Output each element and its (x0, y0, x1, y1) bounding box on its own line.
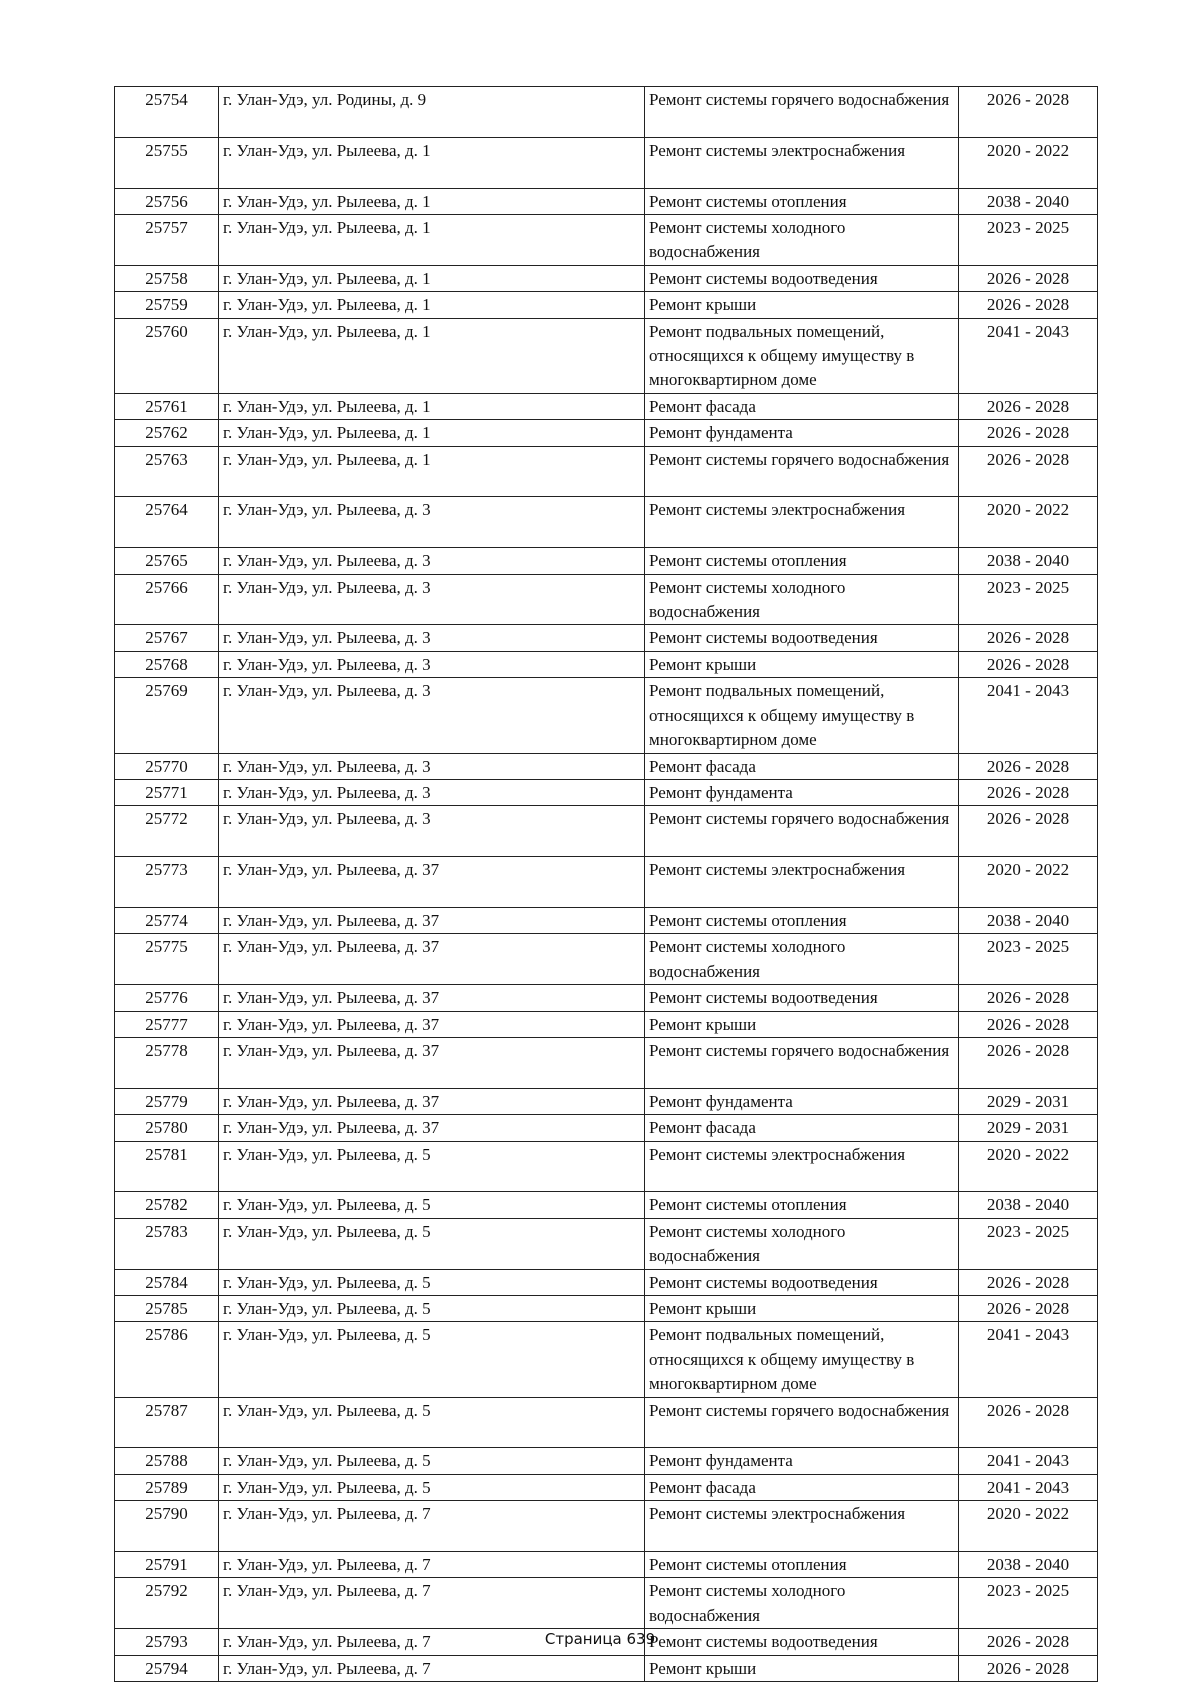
period-cell: 2026 - 2028 (959, 265, 1098, 291)
address-cell: г. Улан-Удэ, ул. Рылеева, д. 37 (219, 1037, 645, 1088)
period-cell: 2026 - 2028 (959, 1655, 1098, 1681)
period-cell: 2041 - 2043 (959, 318, 1098, 393)
work-type-cell: Ремонт крыши (645, 651, 959, 677)
period-cell: 2026 - 2028 (959, 625, 1098, 651)
work-type-cell: Ремонт системы водоотведения (645, 265, 959, 291)
table-row (115, 393, 1098, 419)
table-row (115, 548, 1098, 574)
period-cell: 2020 - 2022 (959, 857, 1098, 908)
address-cell: г. Улан-Удэ, ул. Рылеева, д. 1 (219, 420, 645, 446)
work-type-cell: Ремонт фундамента (645, 420, 959, 446)
table-row (115, 625, 1098, 651)
period-cell: 2026 - 2028 (959, 1397, 1098, 1448)
record-number-cell: 25762 (115, 420, 219, 446)
table-row (115, 1037, 1098, 1088)
period-cell: 2041 - 2043 (959, 1322, 1098, 1397)
table-row (115, 1474, 1098, 1500)
period-cell: 2038 - 2040 (959, 548, 1098, 574)
record-number-cell: 25760 (115, 318, 219, 393)
period-cell: 2026 - 2028 (959, 806, 1098, 857)
table-body (115, 87, 1098, 1682)
record-number-cell: 25780 (115, 1115, 219, 1141)
table-row (115, 1448, 1098, 1474)
table-row (115, 907, 1098, 933)
period-cell: 2041 - 2043 (959, 678, 1098, 753)
table-row (115, 1088, 1098, 1114)
table-row (115, 1115, 1098, 1141)
work-type-cell: Ремонт крыши (645, 292, 959, 318)
period-cell: 2023 - 2025 (959, 934, 1098, 985)
period-cell: 2026 - 2028 (959, 779, 1098, 805)
address-cell: г. Улан-Удэ, ул. Рылеева, д. 3 (219, 574, 645, 625)
work-type-cell: Ремонт системы горячего водоснабжения (645, 87, 959, 138)
address-cell: г. Улан-Удэ, ул. Рылеева, д. 37 (219, 1011, 645, 1037)
work-type-cell: Ремонт системы отопления (645, 907, 959, 933)
period-cell: 2026 - 2028 (959, 292, 1098, 318)
table-row (115, 1218, 1098, 1269)
work-type-cell: Ремонт системы холодного водоснабжения (645, 1578, 959, 1629)
work-type-cell: Ремонт крыши (645, 1655, 959, 1681)
work-type-cell: Ремонт фасада (645, 1474, 959, 1500)
address-cell: г. Улан-Удэ, ул. Рылеева, д. 1 (219, 292, 645, 318)
work-type-cell: Ремонт системы электроснабжения (645, 137, 959, 188)
work-type-cell: Ремонт фасада (645, 753, 959, 779)
work-type-cell: Ремонт подвальных помещений, относящихся к общему имуществу в многоквартирном доме (645, 678, 959, 753)
table-row (115, 188, 1098, 214)
work-type-cell: Ремонт системы горячего водоснабжения (645, 806, 959, 857)
table-row (115, 1295, 1098, 1321)
record-number-cell: 25794 (115, 1655, 219, 1681)
record-number-cell: 25777 (115, 1011, 219, 1037)
record-number-cell: 25754 (115, 87, 219, 138)
table-row (115, 1011, 1098, 1037)
table-row (115, 1655, 1098, 1681)
record-number-cell: 25756 (115, 188, 219, 214)
address-cell: г. Улан-Удэ, ул. Рылеева, д. 5 (219, 1322, 645, 1397)
period-cell: 2026 - 2028 (959, 1269, 1098, 1295)
work-type-cell: Ремонт фасада (645, 1115, 959, 1141)
work-type-cell: Ремонт системы электроснабжения (645, 1501, 959, 1552)
table-row (115, 497, 1098, 548)
record-number-cell: 25792 (115, 1578, 219, 1629)
address-cell: г. Улан-Удэ, ул. Рылеева, д. 3 (219, 678, 645, 753)
period-cell: 2029 - 2031 (959, 1115, 1098, 1141)
period-cell: 2026 - 2028 (959, 87, 1098, 138)
period-cell: 2026 - 2028 (959, 420, 1098, 446)
record-number-cell: 25768 (115, 651, 219, 677)
table-row (115, 292, 1098, 318)
period-cell: 2026 - 2028 (959, 1011, 1098, 1037)
address-cell: г. Улан-Удэ, ул. Рылеева, д. 1 (219, 137, 645, 188)
work-type-cell: Ремонт системы холодного водоснабжения (645, 215, 959, 266)
work-type-cell: Ремонт системы холодного водоснабжения (645, 1218, 959, 1269)
table-row (115, 651, 1098, 677)
work-type-cell: Ремонт подвальных помещений, относящихся к общему имуществу в многоквартирном доме (645, 318, 959, 393)
period-cell: 2041 - 2043 (959, 1474, 1098, 1500)
record-number-cell: 25759 (115, 292, 219, 318)
record-number-cell: 25781 (115, 1141, 219, 1192)
record-number-cell: 25761 (115, 393, 219, 419)
period-cell: 2038 - 2040 (959, 907, 1098, 933)
address-cell: г. Улан-Удэ, ул. Рылеева, д. 37 (219, 857, 645, 908)
work-type-cell: Ремонт фасада (645, 393, 959, 419)
table-row (115, 215, 1098, 266)
address-cell: г. Улан-Удэ, ул. Рылеева, д. 1 (219, 446, 645, 497)
table-row (115, 934, 1098, 985)
work-type-cell: Ремонт системы горячего водоснабжения (645, 1037, 959, 1088)
table-row (115, 420, 1098, 446)
work-type-cell: Ремонт фундамента (645, 779, 959, 805)
record-number-cell: 25778 (115, 1037, 219, 1088)
record-number-cell: 25782 (115, 1192, 219, 1218)
address-cell: г. Улан-Удэ, ул. Родины, д. 9 (219, 87, 645, 138)
table-row (115, 1552, 1098, 1578)
record-number-cell: 25770 (115, 753, 219, 779)
address-cell: г. Улан-Удэ, ул. Рылеева, д. 37 (219, 907, 645, 933)
record-number-cell: 25771 (115, 779, 219, 805)
record-number-cell: 25758 (115, 265, 219, 291)
period-cell: 2020 - 2022 (959, 497, 1098, 548)
work-type-cell: Ремонт системы горячего водоснабжения (645, 446, 959, 497)
address-cell: г. Улан-Удэ, ул. Рылеева, д. 5 (219, 1397, 645, 1448)
period-cell: 2026 - 2028 (959, 446, 1098, 497)
record-number-cell: 25772 (115, 806, 219, 857)
work-type-cell: Ремонт системы электроснабжения (645, 1141, 959, 1192)
record-number-cell: 25779 (115, 1088, 219, 1114)
address-cell: г. Улан-Удэ, ул. Рылеева, д. 7 (219, 1655, 645, 1681)
address-cell: г. Улан-Удэ, ул. Рылеева, д. 37 (219, 934, 645, 985)
table-row (115, 1269, 1098, 1295)
table-row (115, 446, 1098, 497)
period-cell: 2026 - 2028 (959, 1629, 1098, 1655)
address-cell: г. Улан-Удэ, ул. Рылеева, д. 1 (219, 318, 645, 393)
table-row (115, 1141, 1098, 1192)
record-number-cell: 25773 (115, 857, 219, 908)
address-cell: г. Улан-Удэ, ул. Рылеева, д. 5 (219, 1295, 645, 1321)
record-number-cell: 25766 (115, 574, 219, 625)
address-cell: г. Улан-Удэ, ул. Рылеева, д. 1 (219, 393, 645, 419)
address-cell: г. Улан-Удэ, ул. Рылеева, д. 3 (219, 497, 645, 548)
period-cell: 2023 - 2025 (959, 215, 1098, 266)
period-cell: 2020 - 2022 (959, 1141, 1098, 1192)
page-number: Страница 639 (544, 1630, 656, 1648)
address-cell: г. Улан-Удэ, ул. Рылеева, д. 7 (219, 1578, 645, 1629)
period-cell: 2020 - 2022 (959, 137, 1098, 188)
table-row (115, 857, 1098, 908)
table-row (115, 1192, 1098, 1218)
repair-schedule-table (114, 86, 1098, 1682)
record-number-cell: 25790 (115, 1501, 219, 1552)
table-row (115, 318, 1098, 393)
record-number-cell: 25769 (115, 678, 219, 753)
address-cell: г. Улан-Удэ, ул. Рылеева, д. 37 (219, 1088, 645, 1114)
record-number-cell: 25786 (115, 1322, 219, 1397)
address-cell: г. Улан-Удэ, ул. Рылеева, д. 1 (219, 188, 645, 214)
address-cell: г. Улан-Удэ, ул. Рылеева, д. 5 (219, 1474, 645, 1500)
address-cell: г. Улан-Удэ, ул. Рылеева, д. 3 (219, 753, 645, 779)
work-type-cell: Ремонт системы водоотведения (645, 625, 959, 651)
period-cell: 2038 - 2040 (959, 1552, 1098, 1578)
record-number-cell: 25787 (115, 1397, 219, 1448)
address-cell: г. Улан-Удэ, ул. Рылеева, д. 1 (219, 215, 645, 266)
period-cell: 2026 - 2028 (959, 651, 1098, 677)
period-cell: 2026 - 2028 (959, 1037, 1098, 1088)
address-cell: г. Улан-Удэ, ул. Рылеева, д. 3 (219, 779, 645, 805)
record-number-cell: 25788 (115, 1448, 219, 1474)
table-row (115, 753, 1098, 779)
period-cell: 2029 - 2031 (959, 1088, 1098, 1114)
work-type-cell: Ремонт системы холодного водоснабжения (645, 574, 959, 625)
address-cell: г. Улан-Удэ, ул. Рылеева, д. 5 (219, 1192, 645, 1218)
work-type-cell: Ремонт системы отопления (645, 1552, 959, 1578)
record-number-cell: 25765 (115, 548, 219, 574)
record-number-cell: 25757 (115, 215, 219, 266)
table-row (115, 265, 1098, 291)
address-cell: г. Улан-Удэ, ул. Рылеева, д. 37 (219, 985, 645, 1011)
address-cell: г. Улан-Удэ, ул. Рылеева, д. 7 (219, 1501, 645, 1552)
address-cell: г. Улан-Удэ, ул. Рылеева, д. 1 (219, 265, 645, 291)
address-cell: г. Улан-Удэ, ул. Рылеева, д. 3 (219, 806, 645, 857)
work-type-cell: Ремонт системы водоотведения (645, 1629, 959, 1655)
record-number-cell: 25785 (115, 1295, 219, 1321)
work-type-cell: Ремонт фундамента (645, 1448, 959, 1474)
record-number-cell: 25764 (115, 497, 219, 548)
record-number-cell: 25793 (115, 1629, 219, 1655)
table-row (115, 137, 1098, 188)
record-number-cell: 25774 (115, 907, 219, 933)
table-row (115, 1322, 1098, 1397)
work-type-cell: Ремонт системы водоотведения (645, 985, 959, 1011)
period-cell: 2038 - 2040 (959, 188, 1098, 214)
address-cell: г. Улан-Удэ, ул. Рылеева, д. 3 (219, 651, 645, 677)
table-row (115, 1397, 1098, 1448)
table-row (115, 87, 1098, 138)
period-cell: 2026 - 2028 (959, 393, 1098, 419)
work-type-cell: Ремонт системы отопления (645, 1192, 959, 1218)
table-row (115, 1501, 1098, 1552)
address-cell: г. Улан-Удэ, ул. Рылеева, д. 3 (219, 548, 645, 574)
record-number-cell: 25763 (115, 446, 219, 497)
address-cell: г. Улан-Удэ, ул. Рылеева, д. 5 (219, 1448, 645, 1474)
period-cell: 2023 - 2025 (959, 1218, 1098, 1269)
record-number-cell: 25776 (115, 985, 219, 1011)
table-row (115, 574, 1098, 625)
period-cell: 2020 - 2022 (959, 1501, 1098, 1552)
period-cell: 2026 - 2028 (959, 1295, 1098, 1321)
work-type-cell: Ремонт подвальных помещений, относящихся к общему имуществу в многоквартирном доме (645, 1322, 959, 1397)
record-number-cell: 25767 (115, 625, 219, 651)
table-row (115, 779, 1098, 805)
work-type-cell: Ремонт системы отопления (645, 188, 959, 214)
address-cell: г. Улан-Удэ, ул. Рылеева, д. 3 (219, 625, 645, 651)
record-number-cell: 25755 (115, 137, 219, 188)
work-type-cell: Ремонт системы электроснабжения (645, 497, 959, 548)
work-type-cell: Ремонт системы холодного водоснабжения (645, 934, 959, 985)
period-cell: 2026 - 2028 (959, 753, 1098, 779)
work-type-cell: Ремонт системы отопления (645, 548, 959, 574)
period-cell: 2041 - 2043 (959, 1448, 1098, 1474)
address-cell: г. Улан-Удэ, ул. Рылеева, д. 7 (219, 1552, 645, 1578)
record-number-cell: 25775 (115, 934, 219, 985)
work-type-cell: Ремонт крыши (645, 1011, 959, 1037)
address-cell: г. Улан-Удэ, ул. Рылеева, д. 5 (219, 1141, 645, 1192)
table-row (115, 806, 1098, 857)
period-cell: 2023 - 2025 (959, 574, 1098, 625)
work-type-cell: Ремонт фундамента (645, 1088, 959, 1114)
period-cell: 2038 - 2040 (959, 1192, 1098, 1218)
address-cell: г. Улан-Удэ, ул. Рылеева, д. 5 (219, 1218, 645, 1269)
table-row (115, 678, 1098, 753)
address-cell: г. Улан-Удэ, ул. Рылеева, д. 5 (219, 1269, 645, 1295)
address-cell: г. Улан-Удэ, ул. Рылеева, д. 37 (219, 1115, 645, 1141)
work-type-cell: Ремонт системы водоотведения (645, 1269, 959, 1295)
period-cell: 2023 - 2025 (959, 1578, 1098, 1629)
address-cell: г. Улан-Удэ, ул. Рылеева, д. 7 (219, 1629, 645, 1655)
work-type-cell: Ремонт крыши (645, 1295, 959, 1321)
period-cell: 2026 - 2028 (959, 985, 1098, 1011)
record-number-cell: 25789 (115, 1474, 219, 1500)
work-type-cell: Ремонт системы электроснабжения (645, 857, 959, 908)
record-number-cell: 25791 (115, 1552, 219, 1578)
table-row (115, 1578, 1098, 1629)
record-number-cell: 25784 (115, 1269, 219, 1295)
record-number-cell: 25783 (115, 1218, 219, 1269)
table-row (115, 985, 1098, 1011)
work-type-cell: Ремонт системы горячего водоснабжения (645, 1397, 959, 1448)
